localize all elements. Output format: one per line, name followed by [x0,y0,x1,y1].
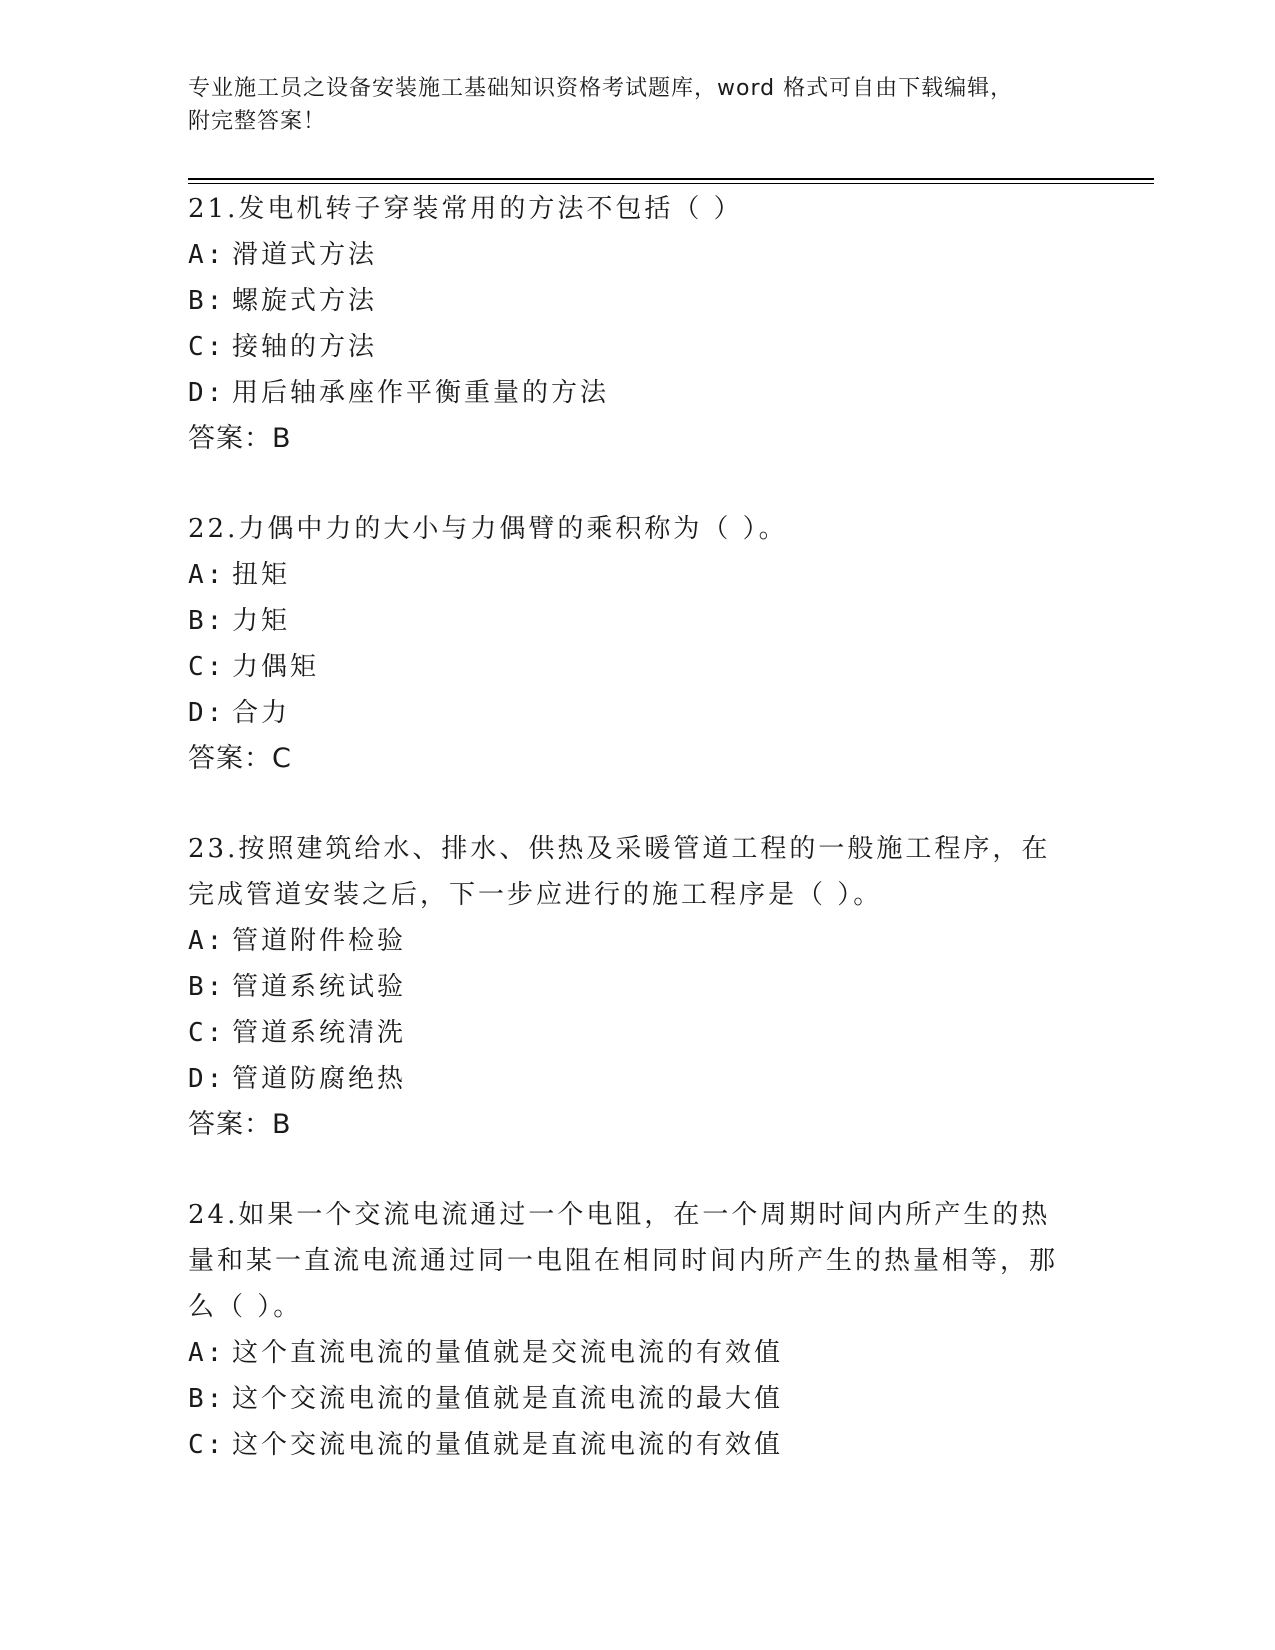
header-rule-thin [188,183,1154,184]
option-letter: A: [188,1338,226,1368]
option-text: 管道系统清洗 [232,1018,407,1048]
question-22 [188,506,1078,782]
option-text: 合力 [232,698,291,728]
answer-line: 答案：C [188,743,292,774]
option-a [188,918,1078,964]
option-text: 管道防腐绝热 [232,1064,407,1094]
option-letter: A: [188,240,226,270]
question-stem: 22.力偶中力的大小与力偶臂的乘积称为（ ）。 [188,514,788,544]
option-c [188,1422,1078,1468]
option-text: 滑道式方法 [232,240,378,270]
option-b [188,278,1078,324]
option-text: 力矩 [232,606,291,636]
option-text: 扭矩 [232,560,291,590]
option-letter: B: [188,286,226,316]
option-b [188,1376,1078,1422]
option-letter: D: [188,378,226,408]
option-text: 管道系统试验 [232,972,407,1002]
question-24 [188,1192,1078,1468]
question-list [188,186,1078,1512]
option-text: 管道附件检验 [232,926,407,956]
option-d [188,370,1078,416]
option-letter: D: [188,1064,226,1094]
option-a [188,232,1078,278]
option-letter: A: [188,926,226,956]
option-c [188,1010,1078,1056]
option-c [188,324,1078,370]
option-a [188,1330,1078,1376]
option-text: 用后轴承座作平衡重量的方法 [232,378,610,408]
header-line-1: 专业施工员之设备安装施工基础知识资格考试题库，word 格式可自由下载编辑， [188,76,1014,101]
option-text: 这个交流电流的量值就是直流电流的最大值 [232,1384,784,1414]
option-text: 力偶矩 [232,652,320,682]
option-letter: C: [188,1018,226,1048]
header-line-2: 附完整答案！ [188,109,327,134]
option-letter: B: [188,972,226,1002]
question-21 [188,186,1078,462]
option-text: 接轴的方法 [232,332,378,362]
option-letter: C: [188,332,226,362]
option-a [188,552,1078,598]
option-text: 这个交流电流的量值就是直流电流的有效值 [232,1430,784,1460]
option-c [188,644,1078,690]
header-rule-thick [188,178,1154,180]
question-stem: 21.发电机转子穿装常用的方法不包括（ ） [188,194,743,224]
question-23 [188,826,1078,1148]
option-letter: C: [188,1430,226,1460]
option-letter: B: [188,606,226,636]
option-d [188,1056,1078,1102]
option-letter: A: [188,560,226,590]
option-text: 螺旋式方法 [232,286,378,316]
document-header [188,72,1088,138]
option-d [188,690,1078,736]
answer-line: 答案：B [188,423,292,454]
option-letter: B: [188,1384,226,1414]
option-text: 这个直流电流的量值就是交流电流的有效值 [232,1338,784,1368]
question-stem: 24.如果一个交流电流通过一个电阻，在一个周期时间内所产生的热量和某一直流电流通过同一电阻在相同时间内所产生的热量相等，那么（ ）。 [188,1200,1059,1322]
answer-line: 答案：B [188,1109,292,1140]
option-letter: D: [188,698,226,728]
option-b [188,598,1078,644]
option-letter: C: [188,652,226,682]
option-b [188,964,1078,1010]
question-stem: 23.按照建筑给水、排水、供热及采暖管道工程的一般施工程序，在完成管道安装之后，下一步应进行的施工程序是（ ）。 [188,834,1051,910]
